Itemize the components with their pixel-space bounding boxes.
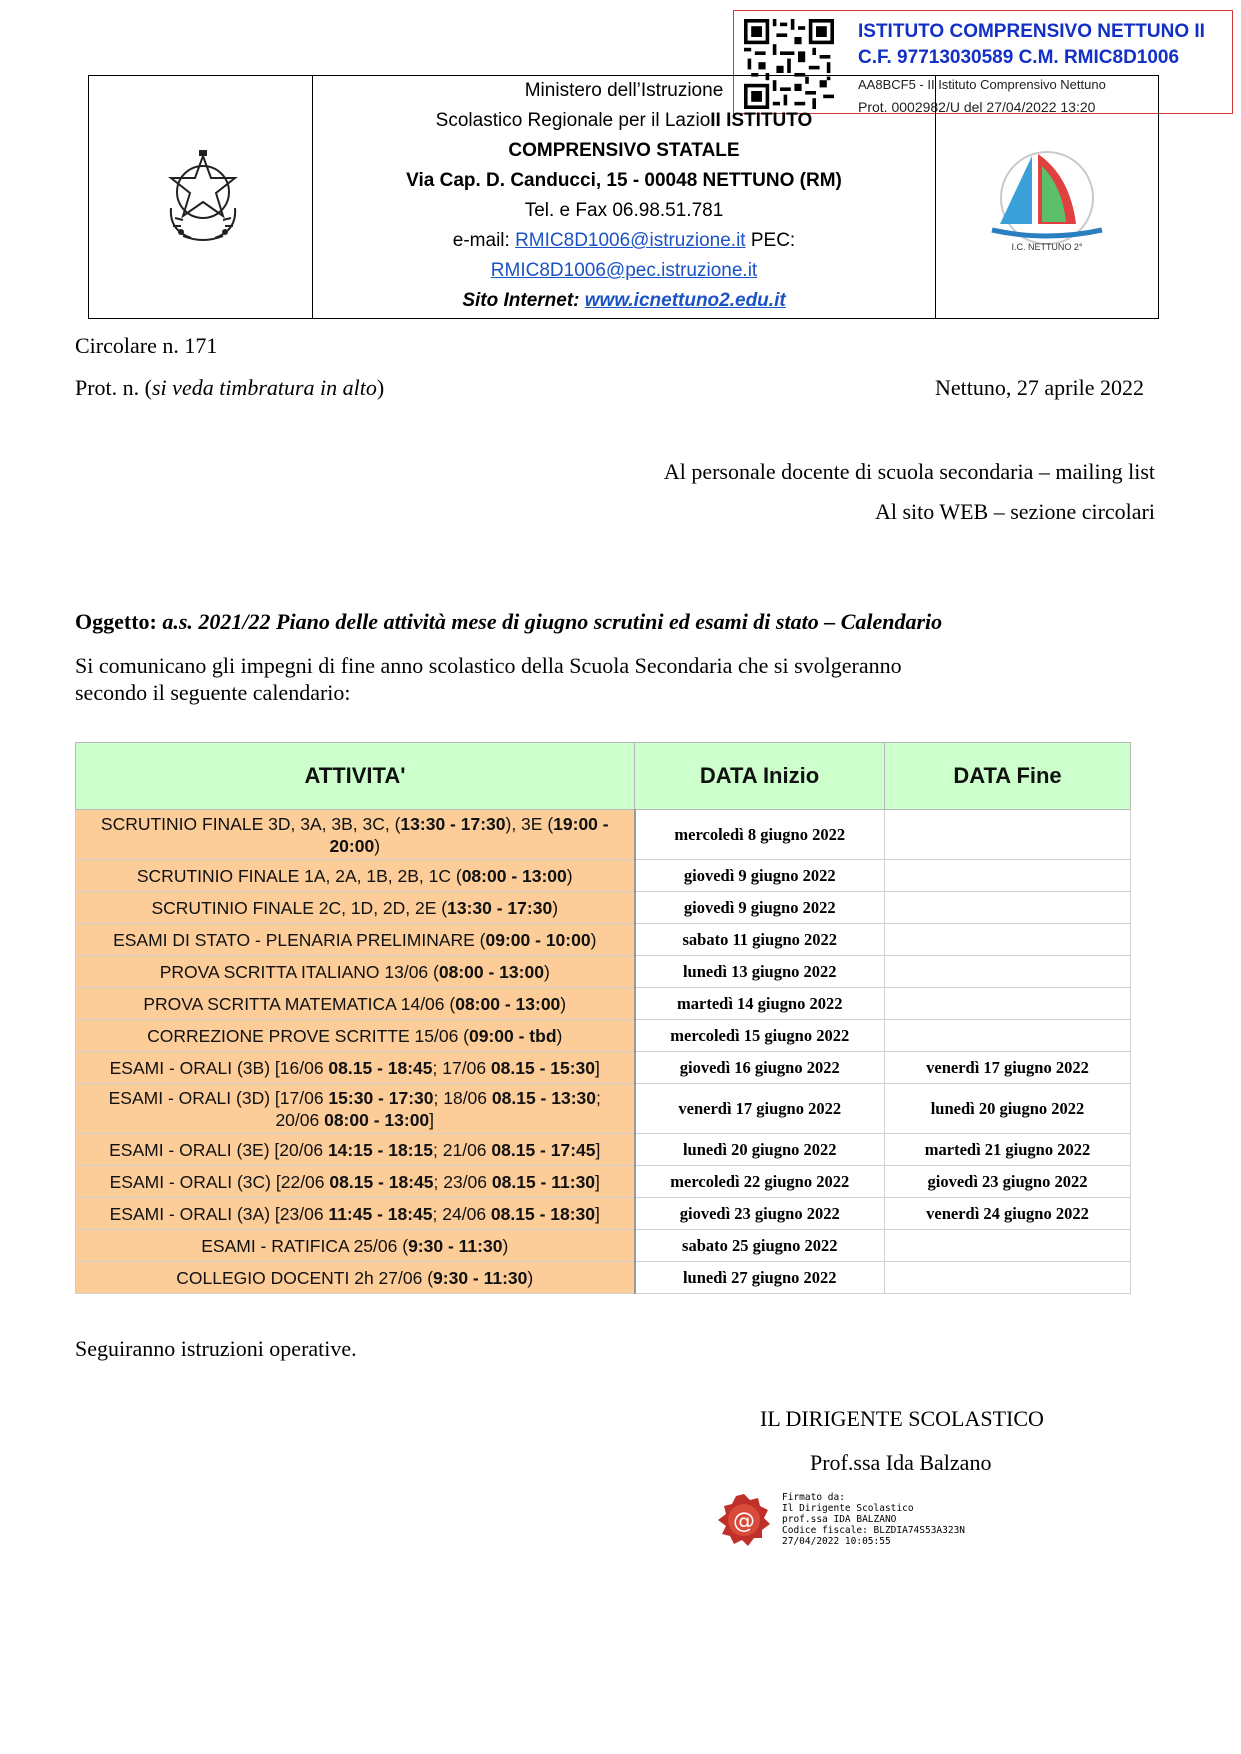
- end-date-cell: venerdì 17 giugno 2022: [885, 1052, 1131, 1084]
- activity-text: PROVA SCRITTA MATEMATICA 14/06 (: [143, 993, 456, 1014]
- activity-cell: [76, 1134, 635, 1166]
- activity-text: ESAMI DI STATO - PLENARIA PRELIMINARE (: [113, 929, 486, 950]
- activity-text: ): [590, 929, 597, 950]
- activity-cell: [76, 924, 635, 956]
- email-line: [313, 226, 935, 256]
- table-body: [76, 810, 1131, 1294]
- pec-link[interactable]: RMIC8D1006@pec.istruzione.it: [490, 260, 758, 281]
- letterhead-text-cell: [313, 76, 936, 318]
- stamp-codes: C.F. 97713030589 C.M. RMIC8D1006: [858, 47, 1180, 68]
- col-header-end: DATA Fine: [885, 743, 1131, 810]
- activity-cell: [76, 1262, 635, 1294]
- site-label: Sito Internet:: [462, 290, 580, 311]
- activity-time: 11:45 - 18:45: [328, 1203, 433, 1224]
- table-row: [76, 810, 1131, 860]
- activity-time: 08:00 - 13:00: [455, 993, 561, 1014]
- start-date-cell: lunedì 20 giugno 2022: [635, 1134, 885, 1166]
- recipient-2: Al sito WEB – sezione circolari: [874, 499, 1155, 524]
- school-phone: Tel. e Fax 06.98.51.781: [524, 200, 724, 221]
- activity-text: ]: [595, 1171, 600, 1192]
- stamp-institute: ISTITUTO COMPRENSIVO NETTUNO II: [858, 21, 1205, 42]
- activity-cell: [76, 1198, 635, 1230]
- activity-time: 08:00 - 13:00: [461, 865, 567, 886]
- school-name-1: II ISTITUTO: [710, 110, 813, 131]
- col-header-activity: ATTIVITA': [76, 743, 635, 810]
- end-date-cell: [885, 988, 1131, 1020]
- activity-text: PROVA SCRITTA ITALIANO 13/06 (: [159, 961, 439, 982]
- end-date-cell: [885, 924, 1131, 956]
- end-date-cell: martedì 21 giugno 2022: [885, 1134, 1131, 1166]
- table-row: [76, 1052, 1131, 1084]
- activity-time: 19:00 -: [553, 813, 609, 834]
- protocol-line: [75, 375, 384, 401]
- digital-signature-seal-icon: [716, 1492, 772, 1550]
- end-date-cell: venerdì 24 giugno 2022: [885, 1198, 1131, 1230]
- activity-time: 08.15 - 15:30: [490, 1057, 596, 1078]
- school-logo-text: I.C. NETTUNO 2°: [1011, 242, 1083, 252]
- activity-cell: [76, 1052, 635, 1084]
- activity-time: 09:00 - 10:00: [485, 929, 591, 950]
- activity-text: ): [560, 993, 567, 1014]
- activity-text: 20/06: [275, 1109, 325, 1130]
- table-row: [76, 1198, 1131, 1230]
- start-date-cell: venerdì 17 giugno 2022: [635, 1084, 885, 1134]
- activity-time: 08.15 - 13:30: [491, 1087, 596, 1108]
- start-date-cell: giovedì 16 giugno 2022: [635, 1052, 885, 1084]
- start-date-cell: giovedì 9 giugno 2022: [635, 860, 885, 892]
- prot-italic: si veda timbratura in alto: [152, 375, 377, 400]
- activity-text: ): [502, 1235, 509, 1256]
- sig-line: Codice fiscale: BLZDIA74S53A323N: [782, 1525, 966, 1536]
- start-date-cell: giovedì 9 giugno 2022: [635, 892, 885, 924]
- activity-time: 9:30 - 11:30: [433, 1267, 528, 1288]
- digital-signature-text: [782, 1492, 965, 1547]
- activity-time: 08.15 - 11:30: [491, 1171, 596, 1192]
- activity-cell: [76, 1020, 635, 1052]
- site-line: [313, 286, 935, 316]
- activity-text: ]: [595, 1203, 600, 1224]
- subject-text: a.s. 2021/22 Piano delle attività mese di giugno scrutini ed esami di stato – Calendario: [162, 609, 943, 634]
- activity-text: ; 23/06: [433, 1171, 492, 1192]
- activity-time: 13:30 - 17:30: [447, 897, 553, 918]
- activity-text: ; 21/06: [433, 1139, 492, 1160]
- activity-time: 08.15 - 18:45: [328, 1057, 433, 1078]
- activity-time: 08.15 - 18:30: [490, 1203, 596, 1224]
- activity-time: 20:00: [329, 835, 375, 856]
- table-row: [76, 860, 1131, 892]
- email-label: e-mail:: [452, 230, 510, 251]
- activity-time: 14:15 - 18:15: [327, 1139, 434, 1160]
- activity-time: 09:00 - tbd: [469, 1025, 557, 1046]
- sig-line: prof.ssa IDA BALZANO: [782, 1514, 897, 1525]
- subject-line: [75, 609, 942, 635]
- place-date: Nettuno, 27 aprile 2022: [935, 375, 1144, 400]
- activity-cell: [76, 1166, 635, 1198]
- school-address: Via Cap. D. Canducci, 15 - 00048 NETTUNO (RM): [406, 170, 842, 191]
- activity-text: ): [556, 1025, 563, 1046]
- ministry-line: Ministero dell’Istruzione: [524, 80, 724, 101]
- activity-text: ), 3E (: [505, 813, 554, 834]
- stamp-aoo: AA8BCF5 - II Istituto Comprensivo Nettuno: [858, 77, 1106, 92]
- activity-text: ): [552, 897, 559, 918]
- recipient-1: Al personale docente di scuola secondaria – mailing list: [663, 459, 1155, 484]
- end-date-cell: [885, 810, 1131, 860]
- table-row: [76, 1166, 1131, 1198]
- sig-line: Firmato da:: [782, 1492, 845, 1503]
- table-row: [76, 1262, 1131, 1294]
- school-logo-icon: [972, 136, 1122, 256]
- activity-cell: [76, 810, 635, 860]
- activity-text: SCRUTINIO FINALE 1A, 2A, 1B, 2B, 1C (: [136, 865, 462, 886]
- activity-text: ): [566, 865, 573, 886]
- activity-time: 08:00 - 13:00: [438, 961, 544, 982]
- activity-cell: [76, 892, 635, 924]
- start-date-cell: lunedì 27 giugno 2022: [635, 1262, 885, 1294]
- activity-time: 08.15 - 17:45: [491, 1139, 596, 1160]
- sig-line: Il Dirigente Scolastico: [782, 1503, 914, 1514]
- activity-text: CORREZIONE PROVE SCRITTE 15/06 (: [147, 1025, 469, 1046]
- signature-role: IL DIRIGENTE SCOLASTICO: [760, 1406, 1044, 1431]
- svg-text:@: @: [733, 1509, 755, 1534]
- start-date-cell: martedì 14 giugno 2022: [635, 988, 885, 1020]
- email-link[interactable]: RMIC8D1006@istruzione.it: [515, 230, 746, 251]
- activity-time: 08:00 - 13:00: [324, 1109, 430, 1130]
- calendar-table: [75, 742, 1131, 1294]
- activity-cell: [76, 956, 635, 988]
- activity-text: ESAMI - ORALI (3A) [23/06: [109, 1203, 329, 1224]
- site-link[interactable]: www.icnettuno2.edu.it: [584, 290, 786, 311]
- letterhead-emblem-cell: [89, 76, 313, 318]
- start-date-cell: mercoledì 15 giugno 2022: [635, 1020, 885, 1052]
- prot-suffix: ): [376, 375, 385, 400]
- activity-text: ESAMI - RATIFICA 25/06 (: [201, 1235, 409, 1256]
- table-header-row: [76, 743, 1131, 810]
- activity-text: SCRUTINIO FINALE 2C, 1D, 2D, 2E (: [151, 897, 448, 918]
- end-date-cell: [885, 1262, 1131, 1294]
- table-row: [76, 892, 1131, 924]
- end-date-cell: [885, 860, 1131, 892]
- activity-time: 08.15 - 18:45: [329, 1171, 434, 1192]
- start-date-cell: sabato 11 giugno 2022: [635, 924, 885, 956]
- start-date-cell: giovedì 23 giugno 2022: [635, 1198, 885, 1230]
- activity-time: 9:30 - 11:30: [408, 1235, 503, 1256]
- activity-text: ): [374, 835, 381, 856]
- letterhead-logo-cell: [936, 76, 1158, 318]
- activity-text: SCRUTINIO FINALE 3D, 3A, 3B, 3C, (: [100, 813, 401, 834]
- table-row: [76, 924, 1131, 956]
- end-date-cell: [885, 1020, 1131, 1052]
- activity-time: 15:30 - 17:30: [328, 1087, 434, 1108]
- activity-text: ;: [596, 1087, 601, 1108]
- activity-time: 13:30 - 17:30: [400, 813, 506, 834]
- start-date-cell: mercoledì 22 giugno 2022: [635, 1166, 885, 1198]
- activity-text: ESAMI - ORALI (3D) [17/06: [108, 1087, 329, 1108]
- activity-cell: [76, 860, 635, 892]
- activity-text: ]: [429, 1109, 435, 1130]
- pec-label: PEC:: [750, 230, 796, 251]
- table-row: [76, 988, 1131, 1020]
- activity-text: ]: [595, 1139, 601, 1160]
- table-row: [76, 956, 1131, 988]
- office-line: [313, 106, 935, 136]
- signature-name: Prof.ssa Ida Balzano: [810, 1450, 992, 1475]
- activity-text: ]: [595, 1057, 600, 1078]
- start-date-cell: sabato 25 giugno 2022: [635, 1230, 885, 1262]
- stamp-protocol: Prot. 0002982/U del 27/04/2022 13:20: [858, 99, 1096, 115]
- circolare-number: Circolare n. 171: [75, 333, 218, 358]
- sig-line: 27/04/2022 10:05:55: [782, 1536, 891, 1547]
- end-date-cell: [885, 956, 1131, 988]
- italian-emblem-icon: [161, 148, 245, 244]
- activity-cell: [76, 988, 635, 1020]
- activity-text: ESAMI - ORALI (3C) [22/06: [109, 1171, 330, 1192]
- school-name-2: COMPRENSIVO STATALE: [508, 140, 740, 161]
- prot-prefix: Prot. n. (: [75, 375, 152, 400]
- start-date-cell: lunedì 13 giugno 2022: [635, 956, 885, 988]
- table-row: [76, 1134, 1131, 1166]
- end-date-cell: [885, 1230, 1131, 1262]
- end-date-cell: lunedì 20 giugno 2022: [885, 1084, 1131, 1134]
- closing-line: Seguiranno istruzioni operative.: [75, 1336, 357, 1361]
- pec-line: [313, 256, 935, 286]
- activity-cell: [76, 1230, 635, 1262]
- col-header-start: DATA Inizio: [635, 743, 885, 810]
- activity-text: ): [543, 961, 550, 982]
- activity-text: ; 17/06: [432, 1057, 491, 1078]
- start-date-cell: mercoledì 8 giugno 2022: [635, 810, 885, 860]
- office-region: Scolastico Regionale per il Lazio: [435, 110, 711, 131]
- table-row: [76, 1084, 1131, 1134]
- activity-text: ): [527, 1267, 534, 1288]
- activity-text: COLLEGIO DOCENTI 2h 27/06 (: [176, 1267, 434, 1288]
- activity-text: ; 24/06: [432, 1203, 491, 1224]
- activity-text: ESAMI - ORALI (3B) [16/06: [109, 1057, 329, 1078]
- end-date-cell: giovedì 23 giugno 2022: [885, 1166, 1131, 1198]
- intro-line-2: secondo il seguente calendario:: [75, 680, 351, 705]
- activity-text: ESAMI - ORALI (3E) [20/06: [109, 1139, 328, 1160]
- table-row: [76, 1230, 1131, 1262]
- activity-text: ; 18/06: [433, 1087, 492, 1108]
- intro-line-1: Si comunicano gli impegni di fine anno scolastico della Scuola Secondaria che si svolgeranno: [75, 653, 902, 678]
- letterhead: [88, 75, 1159, 319]
- subject-label: Oggetto:: [75, 609, 157, 634]
- activity-cell: [76, 1084, 635, 1134]
- end-date-cell: [885, 892, 1131, 924]
- table-row: [76, 1020, 1131, 1052]
